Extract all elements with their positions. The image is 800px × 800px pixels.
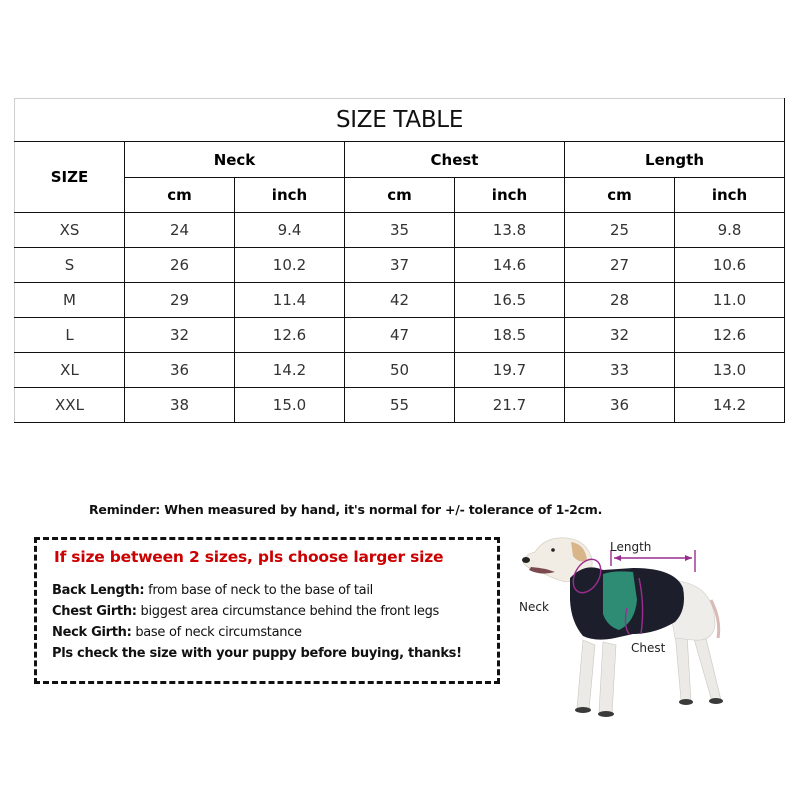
chest-inch-cell: 16.5 xyxy=(455,283,565,318)
size-cell: XS xyxy=(15,213,125,248)
chest-inch-cell: 18.5 xyxy=(455,318,565,353)
length-inch-header: inch xyxy=(675,178,785,213)
length-inch-cell: 10.6 xyxy=(675,248,785,283)
neck-girth-definition xyxy=(52,622,462,643)
chest-cm-cell: 55 xyxy=(345,388,455,423)
group-header-row xyxy=(15,142,785,178)
chest-cm-header: cm xyxy=(345,178,455,213)
definition-term: Back Length: xyxy=(52,583,145,598)
definition-term: Neck Girth: xyxy=(52,625,132,640)
neck-cm-cell: 36 xyxy=(125,353,235,388)
definition-term: Chest Girth: xyxy=(52,604,137,619)
chest-group-header: Chest xyxy=(345,142,565,178)
tolerance-reminder: Reminder: When measured by hand, it's normal for +/- tolerance of 1-2cm. xyxy=(89,502,603,517)
length-inch-cell: 12.6 xyxy=(675,318,785,353)
length-inch-cell: 9.8 xyxy=(675,213,785,248)
neck-inch-cell: 12.6 xyxy=(235,318,345,353)
neck-cm-cell: 38 xyxy=(125,388,235,423)
table-row xyxy=(15,283,785,318)
length-cm-cell: 25 xyxy=(565,213,675,248)
size-cell: M xyxy=(15,283,125,318)
size-cell: XXL xyxy=(15,388,125,423)
chest-inch-cell: 21.7 xyxy=(455,388,565,423)
size-cell: S xyxy=(15,248,125,283)
neck-cm-cell: 29 xyxy=(125,283,235,318)
neck-cm-cell: 24 xyxy=(125,213,235,248)
chest-inch-cell: 13.8 xyxy=(455,213,565,248)
measurement-definitions xyxy=(52,580,462,664)
dog-in-coat-icon xyxy=(515,530,725,725)
unit-header-row xyxy=(15,178,785,213)
table-row xyxy=(15,248,785,283)
size-table xyxy=(14,98,785,423)
length-group-header: Length xyxy=(565,142,785,178)
chest-cm-cell: 50 xyxy=(345,353,455,388)
length-cm-cell: 33 xyxy=(565,353,675,388)
length-label: Length xyxy=(610,540,652,554)
neck-inch-cell: 10.2 xyxy=(235,248,345,283)
chest-label: Chest xyxy=(631,641,666,655)
neck-label: Neck xyxy=(519,600,549,614)
definition-text: base of neck circumstance xyxy=(131,625,302,640)
chest-girth-definition xyxy=(52,601,462,622)
definition-text: from base of neck to the base of tail xyxy=(144,583,373,598)
length-cm-cell: 28 xyxy=(565,283,675,318)
neck-group-header: Neck xyxy=(125,142,345,178)
length-cm-cell: 27 xyxy=(565,248,675,283)
neck-cm-cell: 32 xyxy=(125,318,235,353)
chest-inch-cell: 19.7 xyxy=(455,353,565,388)
definition-term: Pls check the size with your puppy before buying, thanks! xyxy=(52,646,462,661)
definition-text: biggest area circumstance behind the front legs xyxy=(136,604,440,619)
size-cell: XL xyxy=(15,353,125,388)
neck-cm-cell: 26 xyxy=(125,248,235,283)
neck-inch-cell: 14.2 xyxy=(235,353,345,388)
choose-larger-size-notice: If size between 2 sizes, pls choose larger size xyxy=(54,548,444,566)
table-title-row xyxy=(15,99,785,142)
back-length-definition xyxy=(52,580,462,601)
chest-inch-cell: 14.6 xyxy=(455,248,565,283)
chest-inch-header: inch xyxy=(455,178,565,213)
table-row xyxy=(15,318,785,353)
length-inch-cell: 13.0 xyxy=(675,353,785,388)
neck-inch-cell: 9.4 xyxy=(235,213,345,248)
chest-cm-cell: 37 xyxy=(345,248,455,283)
sizing-tips-box xyxy=(34,537,500,684)
chest-cm-cell: 42 xyxy=(345,283,455,318)
neck-inch-cell: 15.0 xyxy=(235,388,345,423)
length-inch-cell: 11.0 xyxy=(675,283,785,318)
neck-inch-cell: 11.4 xyxy=(235,283,345,318)
size-column-header: SIZE xyxy=(15,142,125,213)
chest-cm-cell: 47 xyxy=(345,318,455,353)
table-title: SIZE TABLE xyxy=(15,99,785,142)
table-row xyxy=(15,388,785,423)
table-row xyxy=(15,213,785,248)
dog-measurement-illustration xyxy=(515,530,725,725)
size-cell: L xyxy=(15,318,125,353)
check-size-notice xyxy=(52,643,462,664)
table-row xyxy=(15,353,785,388)
length-cm-cell: 32 xyxy=(565,318,675,353)
chest-cm-cell: 35 xyxy=(345,213,455,248)
length-cm-cell: 36 xyxy=(565,388,675,423)
neck-inch-header: inch xyxy=(235,178,345,213)
length-cm-header: cm xyxy=(565,178,675,213)
neck-cm-header: cm xyxy=(125,178,235,213)
length-inch-cell: 14.2 xyxy=(675,388,785,423)
